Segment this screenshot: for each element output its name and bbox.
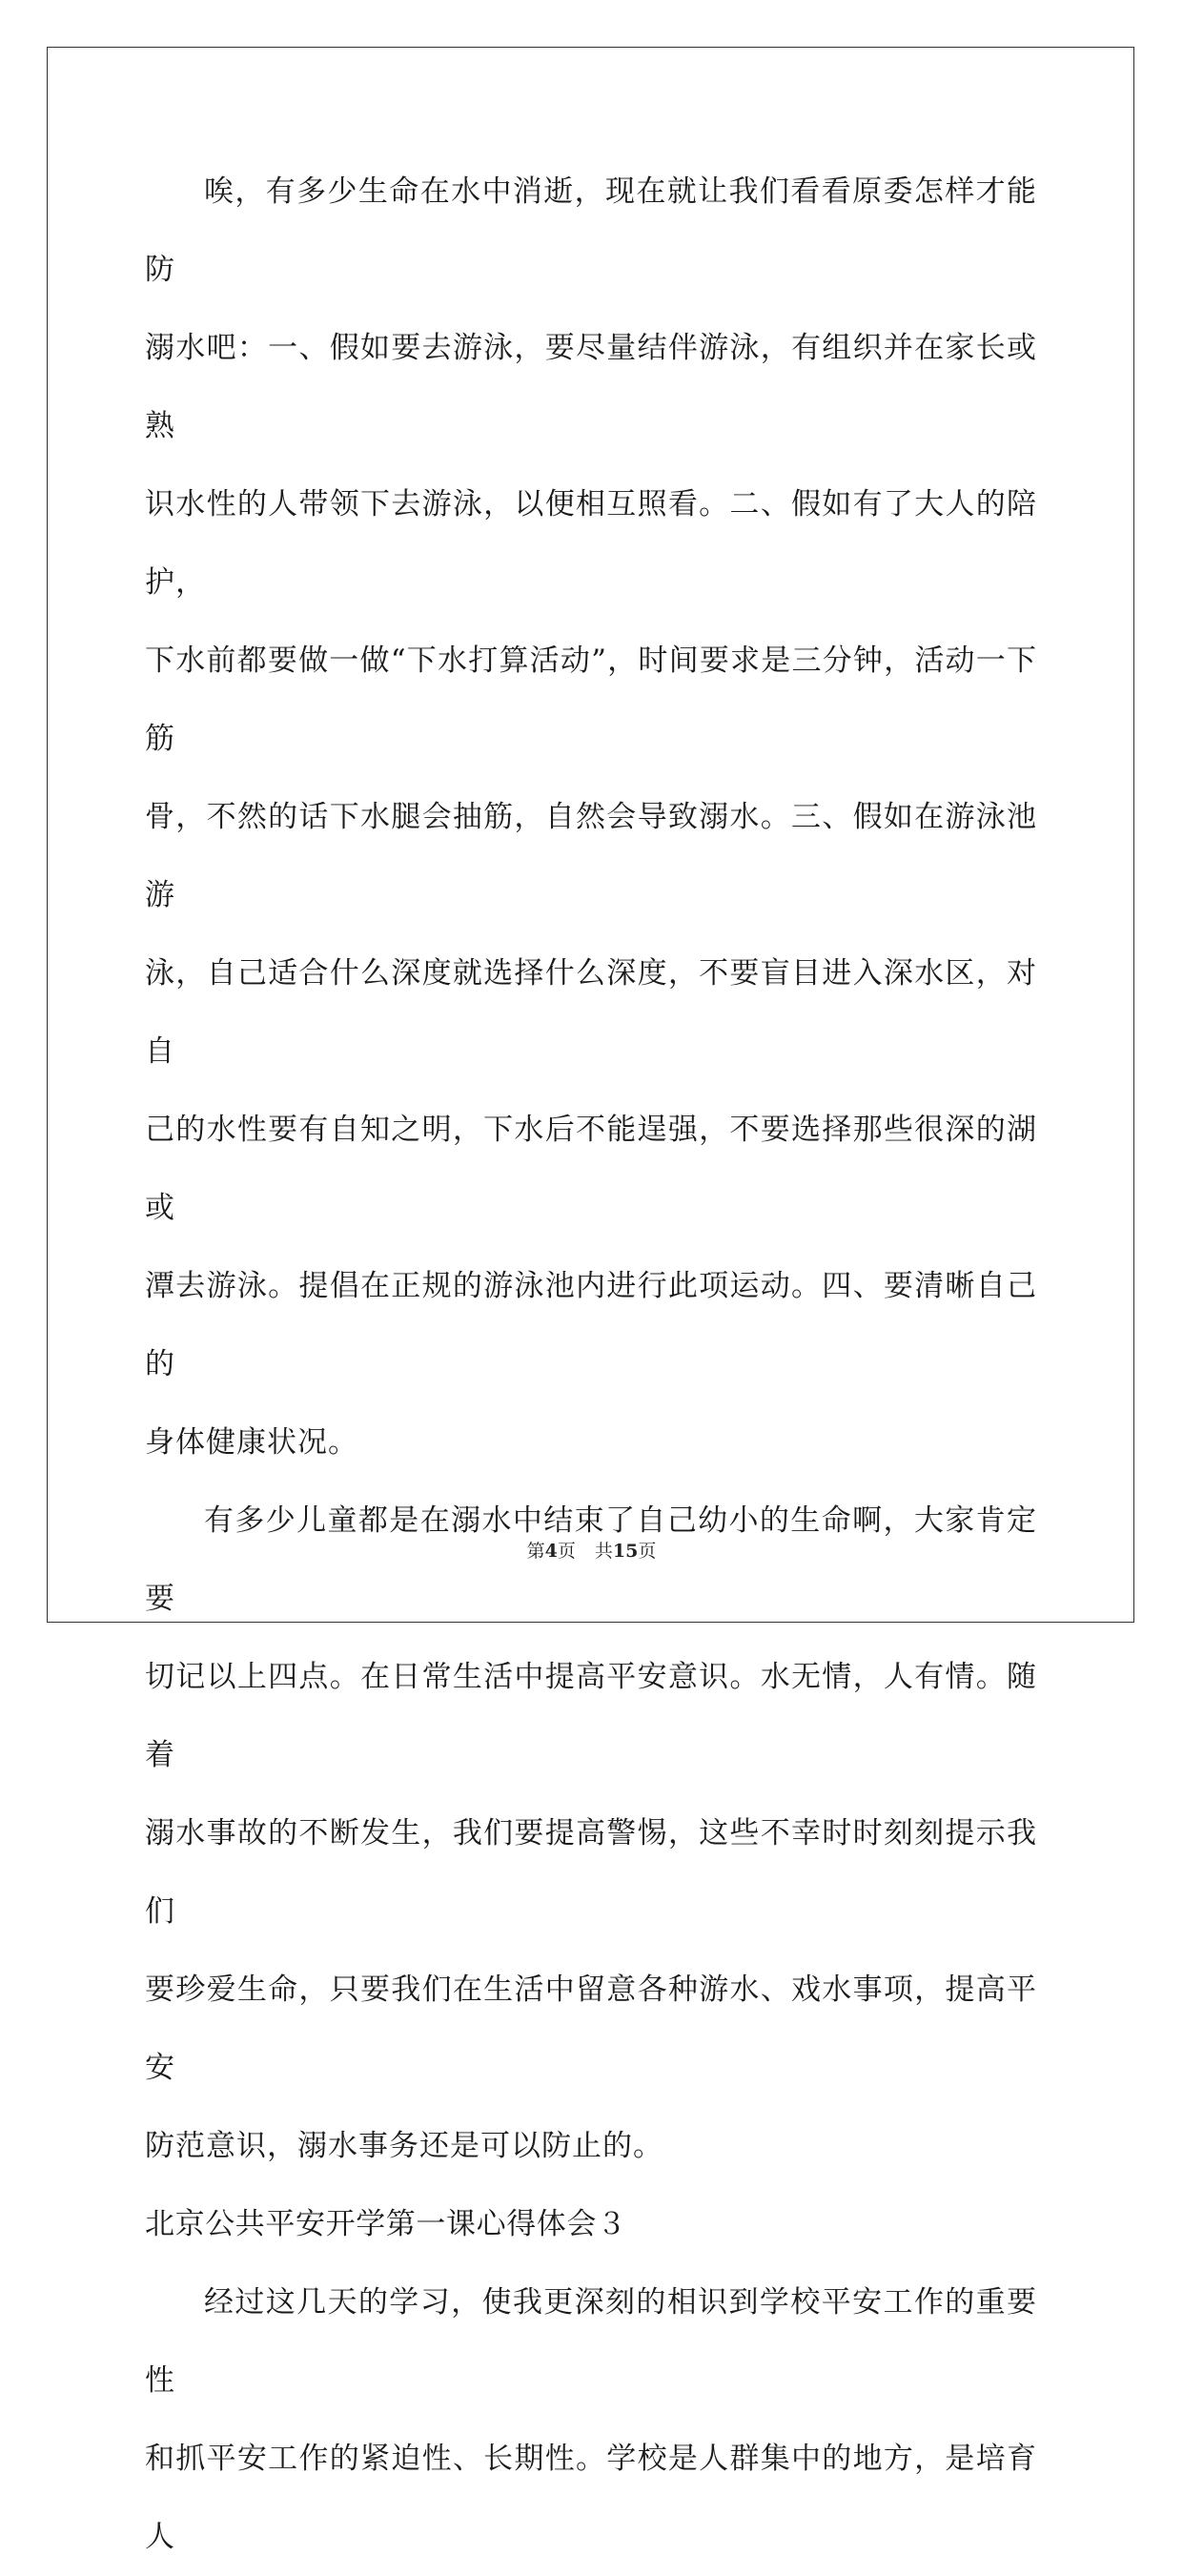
footer-page-current: 4 (544, 1541, 558, 1562)
paragraph-line: 经过这几天的学习，使我更深刻的相识到学校平安工作的重要性 (145, 2285, 1037, 2398)
paragraph-1 (145, 153, 1037, 1482)
paragraph-2 (145, 1482, 1037, 2185)
paragraph-line: 潭去游泳。提倡在正规的游泳池内进行此项运动。四、要清晰自己的 (145, 1269, 1037, 1381)
footer-page-total: 15 (612, 1541, 639, 1562)
paragraph-line: 溺水事故的不断发生，我们要提高警惕，这些不幸时时刻刻提示我们 (145, 1816, 1037, 1929)
paragraph-line: 识水性的人带领下去游泳，以便相互照看。二、假如有了大人的陪护， (145, 487, 1037, 600)
paragraph-line: 己的水性要有自知之明，下水后不能逞强，不要选择那些很深的湖或 (145, 1113, 1037, 1225)
section-heading: 北京公共平安开学第一课心得体会３ (145, 2207, 627, 2241)
paragraph-line: 唉，有多少生命在水中消逝，现在就让我们看看原委怎样才能防 (145, 174, 1037, 287)
paragraph-line: 下水前都要做一做“下水打算活动”，时间要求是三分钟，活动一下筋 (145, 644, 1037, 756)
footer-total-prefix: 共 (594, 1541, 613, 1562)
paragraph-line: 要珍爱生命，只要我们在生活中留意各种游水、戏水事项，提高平安 (145, 1973, 1037, 2085)
paragraph-3 (145, 2263, 1037, 2576)
footer-total-suffix: 页 (638, 1541, 657, 1562)
page-footer (0, 1537, 1183, 1563)
paragraph-line: 防范意识，溺水事务还是可以防止的。 (145, 2129, 663, 2163)
paragraph-line: 切记以上四点。在日常生活中提高平安意识。水无情，人有情。随着 (145, 1660, 1037, 1772)
footer-page-mid: 页 (557, 1541, 576, 1562)
paragraph-line: 身体健康状况。 (145, 1425, 358, 1460)
paragraph-line: 泳，自己适合什么深度就选择什么深度，不要盲目进入深水区，对自 (145, 956, 1037, 1069)
paragraph-line: 溺水吧：一、假如要去游泳，要尽量结伴游泳，有组织并在家长或熟 (145, 331, 1037, 443)
paragraph-line: 和抓平安工作的紧迫性、长期性。学校是人群集中的地方，是培育人 (145, 2442, 1037, 2554)
paragraph-line: 骨，不然的话下水腿会抽筋，自然会导致溺水。三、假如在游泳池游 (145, 800, 1037, 912)
document-body (145, 153, 1037, 2576)
paragraph-line: 有多少儿童都是在溺水中结束了自己幼小的生命啊，大家肯定要 (145, 1503, 1037, 1616)
footer-page-prefix: 第 (526, 1541, 545, 1562)
